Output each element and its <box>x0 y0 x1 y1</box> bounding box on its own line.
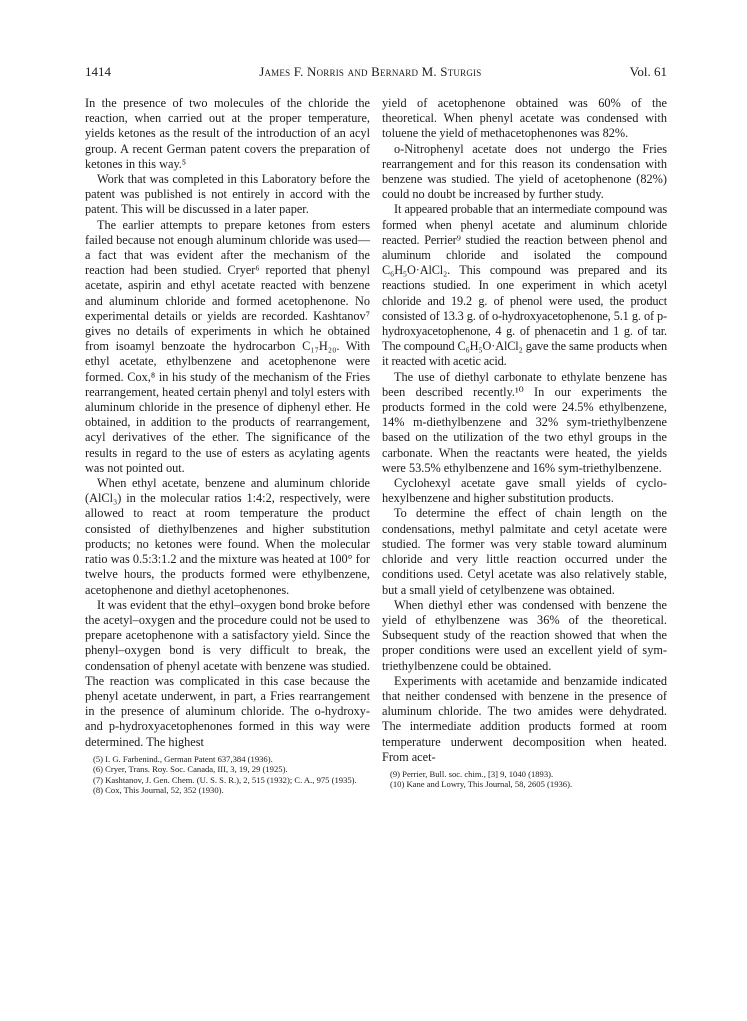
paragraph: The earlier attempts to prepare ketones from esters failed because not enough aluminum chloride was used—a fact that was evident after the mechanism of the reaction had been studied. Cryer⁶ reported that phenyl acetate, aspirin and ethyl acetate reacted with benzene and aluminum chloride and formed acetophenone. No experimental details or yields are recorded. Kashtanov⁷ gives no details of experiments in which he obtained from isoamyl benzoate the hydrocarbon C₁₇H₂₀. With ethyl acetate, ethylbenzene and acetophenone were formed. Cox,⁸ in his study of the mechanism of the Fries rearrangement, heated certain phenyl and tolyl esters with aluminum chloride in the presence of diphenyl ether. He obtained, in addition to the products of rearrangement, acyl derivatives of the ether. The significance of the results in regard to the use of esters as acylating agents was not pointed out. <box>85 217 370 475</box>
footnote: (9) Perrier, Bull. soc. chim., [3] 9, 1040 (1893). <box>390 768 554 779</box>
paragraph: Experiments with acetamide and benzamide indicated that neither condensed with benzene in the presence of aluminum chloride. The two amides were dehydrated. The intermediate addition products formed at room temperature underwent decomposition when heated. From acet- <box>382 673 667 764</box>
paragraph: The use of diethyl carbonate to ethylate benzene has been described recently.¹⁰ In our experiments the products formed in the cold were 24.5% ethylbenzene, 14% m-diethylbenzene and 32% sym-triethylbenzene based on the utilization of the two ethyl groups in the carbonate. When the reactants were heated, the yields were 53.5% ethylbenzene and 16% sym-triethylbenzene. <box>382 369 667 475</box>
footnotes <box>382 769 667 790</box>
page-header <box>85 64 667 80</box>
paragraph: yield of acetophenone obtained was 60% of the theoretical. When phenyl acetate was condensed with toluene the yield of methacetophenones was 82%. <box>382 96 667 141</box>
paragraph: When ethyl acetate, benzene and aluminum chloride (AlCl₃) in the molecular ratios 1:4:2, respectively, were allowed to react at room temperature the product consisted of diethylbenzenes and higher substitution products; no ketones were found. When the molecular ratio was 0.5:3:1.2 and the mixture was heated at 100° for twelve hours, the products formed were ethylbenzene, acetophenone and diethyl acetophenones. <box>85 476 370 597</box>
paragraph: Work that was completed in this Laboratory before the patent was published is not entirely in accord with the patent. This will be discussed in a later paper. <box>85 172 370 217</box>
page-number: 1414 <box>85 64 111 79</box>
footnote: (5) I. G. Farbenind., German Patent 637,384 (1936). <box>93 753 273 764</box>
footnote: (7) Kashtanov, J. Gen. Chem. (U. S. S. R.), 2, 515 (1932); C. A., 975 (1935). <box>93 774 357 785</box>
right-column <box>382 96 667 790</box>
footnote: (10) Kane and Lowry, This Journal, 58, 2605 (1936). <box>390 779 573 790</box>
left-column <box>85 96 370 795</box>
footnotes <box>85 754 370 796</box>
footnote: (8) Cox, This Journal, 52, 352 (1930). <box>93 784 224 795</box>
paragraph: It was evident that the ethyl–oxygen bond broke before the acetyl–oxygen and the procedure could not be used to prepare acetophenone with a satisfactory yield. Since the phenyl–oxygen bond is very difficult to break, the condensation of phenyl acetate with benzene was studied. The reaction was complicated in this case because the phenyl acetate underwent, in part, a Fries rearrangement in the presence of aluminum chloride. The o-hydroxy- and p-hydroxyacetophenones formed in this way were determined. The highest <box>85 597 370 749</box>
paragraph: It appeared probable that an intermediate compound was formed when phenyl acetate and aluminum chloride reacted. Perrier⁹ studied the reaction between phenol and aluminum chloride and isolated the compound C₆H₅O·AlCl₂. This compound was prepared and its reactions studied. In one experiment in which acetyl chloride and 19.2 g. of phenol were used, the product consisted of 13.3 g. of o-hydroxyacetophenone, 5.1 g. of p-hydroxyacetophenone, 4 g. of phenacetin and 1 g. of tar. The compound C₆H₅O·AlCl₂ gave the same products when it reacted with acetic acid. <box>382 202 667 369</box>
running-title: James F. Norris and Bernard M. Sturgis <box>259 64 482 79</box>
footnote: (6) Cryer, Trans. Roy. Soc. Canada, III, 3, 19, 29 (1925). <box>93 764 288 775</box>
paragraph: In the presence of two molecules of the chloride the reaction, when carried out at the proper temperature, yields ketones as the result of the introduction of an acyl group. A recent German patent covers the preparation of ketones in this way.⁵ <box>85 96 370 171</box>
volume-label: Vol. 61 <box>629 64 667 79</box>
paragraph: Cyclohexyl acetate gave small yields of cyclohexylbenzene and higher substitution products. <box>382 476 667 506</box>
paragraph: To determine the effect of chain length on the condensations, methyl palmitate and cetyl acetate were studied. The former was very stable toward aluminum chloride and very little reaction occurred under the conditions used. Cetyl acetate was also relatively stable, but a small yield of cetylbenzene was obtained. <box>382 506 667 597</box>
paragraph: When diethyl ether was condensed with benzene the yield of ethylbenzene was 36% of the theoretical. Subsequent study of the reaction showed that when the proper conditions were used an excellent yield of sym-triethylbenzene could be obtained. <box>382 597 667 673</box>
paragraph: o-Nitrophenyl acetate does not undergo the Fries rearrangement and for this reason its condensation with benzene was studied. The yield of acetophenone (82%) could no doubt be increased by further study. <box>382 141 667 202</box>
